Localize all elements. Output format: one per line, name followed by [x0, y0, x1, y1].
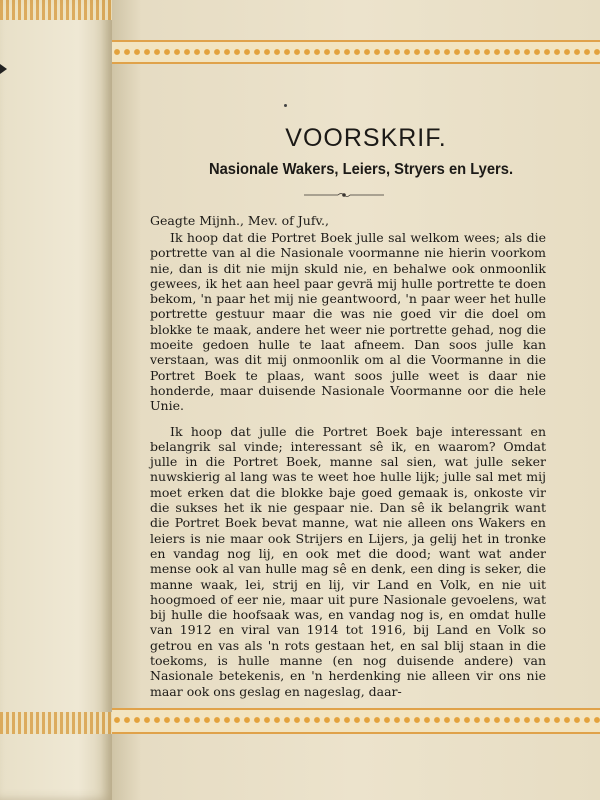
left-page-ornament-bottom: [0, 712, 112, 734]
ornament-divider-icon: [302, 191, 386, 199]
page-title: VOORSKRIF.: [285, 124, 447, 152]
page-content: [146, 118, 546, 699]
ornamental-border-top: [112, 40, 600, 64]
paragraph-2: [146, 424, 546, 699]
ornamental-border-bottom: [112, 708, 600, 734]
page-speck: [284, 104, 287, 107]
salutation: Geagte Mijnh., Mev. of Jufv.,: [150, 213, 329, 228]
document-page: [112, 0, 600, 800]
paragraph-1-text: Ik hoop dat die Portret Boek julle sal welkom wees; als die portrette van al die Nasionale voormanne nie hierin voorkom nie, dan is dit nie mijn skuld nie, en behalwe ook onmoonlik gewees, ik het aan heel paar gevrä mij hulle portrette te doen bekom, 'n paar het mij nie geantwoord, 'n paar weer het hulle portrette gestuur maar die was nie goed vir die doel om blokke te maak, andere het weer nie portrette gehad, nog die moeite gedoen hulle te laat afneem. Dan soos julle kan verstaan, was dit mij onmoonlik om al die Voormanne in die Portret Boek te plaas, want soos julle weet is daar nie honderde, maar duisende Nasionale Voormanne oor die hele Unie.: [150, 230, 546, 414]
paragraph-1: [146, 230, 546, 414]
left-page: [0, 0, 112, 800]
page-marker-icon: [0, 64, 7, 74]
left-page-ornament-top: [0, 0, 112, 20]
paragraph-2-text: Ik hoop dat julle die Portret Boek baje interessant en belangrik sal vinde; interessant sê ik, en waarom? Omdat julle in die Portret Boek, manne sal sien, wat julle seker nuwskierig al lang was te weet hoe hulle lijk; julle sal met mij moet erken dat die blokke baje goed gemaak is, onkoste vir die sukses het ik nie gespaar nie. Dan sê ik belangrik want die Portret Boek bevat manne, wat nie alleen ons Wakers en leiers is nie maar ook Strijers en Lijers, ja gelij het in tronke en vandag nog lij, en ook met die dood; want wat ander mense ook al van hulle mag sê en denk, een ding is seker, die manne waak, lei, strij en lij, vir Land en Volk, en nie uit hoogmoed of eer nie, maar uit pure Nasionale gevoelens, wat bij hulle die hoofsaak was, en vandag nog is, en omdat hulle van 1912 en viral van 1914 tot 1916, bij Land en Volk so getrou en vas als 'n rots gestaan het, en sal blij staan in die toekoms, is hulle manne (en nog duisende andere) van Nasionale betekenis, en 'n herdenking nie alleen vir ons nie maar ook ons geslag en nageslag, daar-: [150, 423, 546, 699]
page-subtitle: Nasionale Wakers, Leiers, Stryers en Lyers.: [208, 161, 514, 178]
